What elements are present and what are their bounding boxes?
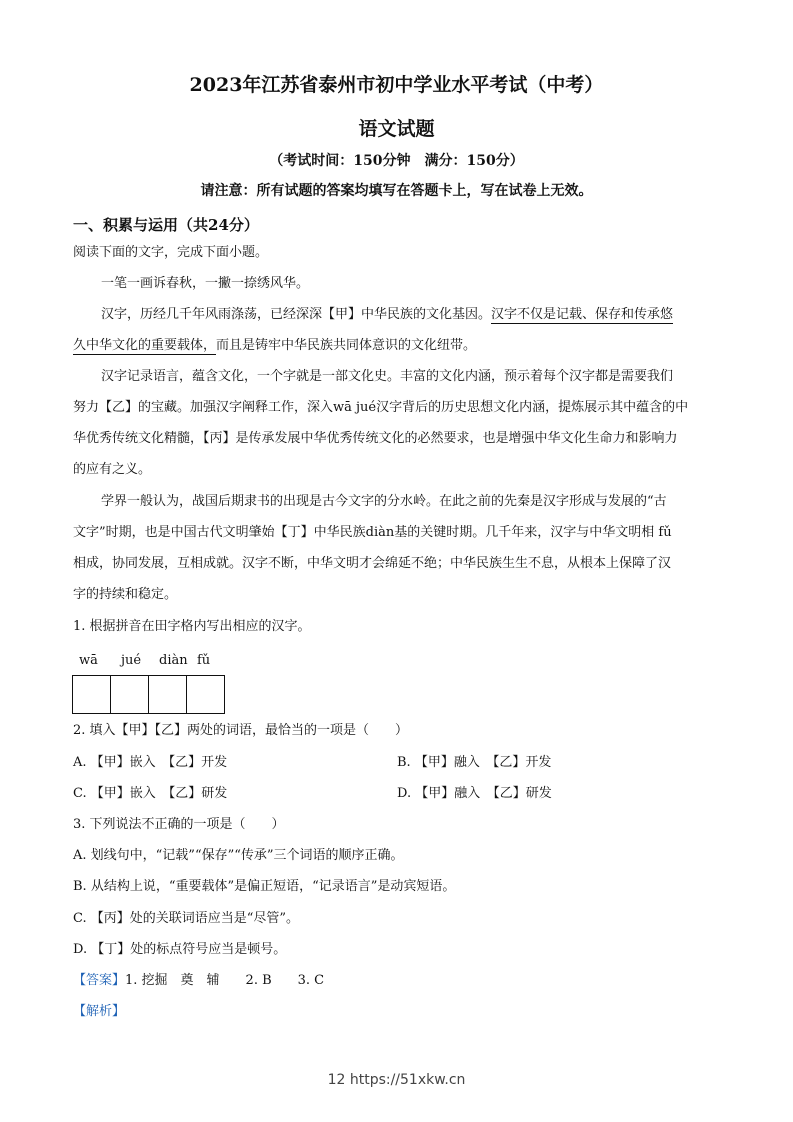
paragraph-2-line-4: 的应有之义。 <box>73 462 152 477</box>
paragraph-3-line-4: 字的持续和稳定。 <box>73 587 178 602</box>
page-footer: 12 https://51xkw.cn <box>327 1072 466 1088</box>
section-intro: 阅读下面的文字，完成下面小题。 <box>73 245 269 260</box>
paragraph-2-line-3: 华优秀传统文化精髓，【丙】是传承发展中华优秀传统文化的必然要求，也是增强中华文化生命力和影响力 <box>73 431 678 446</box>
answer-line <box>73 971 324 991</box>
paragraph-2-line-1: 汉字记录语言，蕴含文化，一个字就是一部文化史。丰富的文化内涵，预示着每个汉字都是需要我们 <box>101 369 674 384</box>
writing-box-2[interactable] <box>110 675 149 714</box>
q3-option-c: C. 【丙】处的关联词语应当是“尽管”。 <box>73 911 300 926</box>
answer-label: 【答案】 <box>73 973 126 988</box>
q2-option-b: B. 【甲】融入 【乙】开发 <box>397 755 552 770</box>
subject-title: 语文试题 <box>358 118 435 140</box>
analysis-label: 【解析】 <box>73 1004 126 1019</box>
answer-text: 1. 挖掘 奠 辅 2. B 3. C <box>125 973 325 988</box>
q3-option-d: D. 【丁】处的标点符号应当是顿号。 <box>73 942 287 957</box>
writing-grid <box>72 675 224 714</box>
pinyin-3: diàn <box>159 653 188 668</box>
section-heading: 一、积累与运用（共24分） <box>73 216 259 234</box>
exam-title: 2023年江苏省泰州市初中学业水平考试（中考） <box>189 74 604 96</box>
pinyin-1: wā <box>79 653 98 668</box>
q2-option-a: A. 【甲】嵌入 【乙】开发 <box>73 755 228 770</box>
writing-box-1[interactable] <box>72 675 111 714</box>
exam-info: （考试时间：150分钟 满分：150分） <box>269 153 524 169</box>
paragraph-2-line-2: 努力【乙】的宝藏。加强汉字阐释工作，深入wā jué汉字背后的历史思想文化内涵，提炼展示其中蕴含的中 <box>73 400 689 415</box>
q2-option-d: D. 【甲】融入 【乙】研发 <box>397 786 552 801</box>
q2-option-c: C. 【甲】嵌入 【乙】研发 <box>73 786 228 801</box>
paragraph-1-text-end: 而且是铸牢中华民族共同体意识的文化纽带。 <box>216 338 477 353</box>
couplet-line: 一笔一画诉春秋，一撇一捺绣风华。 <box>101 276 310 291</box>
paragraph-1-text: 汉字，历经几千年风雨涤荡，已经深深【甲】中华民族的文化基因。 <box>101 307 492 322</box>
underlined-sentence-part-1: 汉字不仅是记载、保存和传承悠 <box>491 307 674 322</box>
question-3-stem: 3. 下列说法不正确的一项是（ ） <box>73 817 285 832</box>
analysis-line <box>73 1002 125 1022</box>
paragraph-1-line-2 <box>73 336 476 356</box>
writing-box-4[interactable] <box>186 675 225 714</box>
paragraph-3-line-2: 文字”时期，也是中国古代文明肇始【丁】中华民族diàn基的关键时期。几千年来，汉字与中华文明相 fǔ <box>73 525 672 540</box>
q3-option-a: A. 划线句中，“记载”“保存”“传承”三个词语的顺序正确。 <box>73 848 404 863</box>
q3-option-b: B. 从结构上说，“重要载体”是偏正短语，“记录语言”是动宾短语。 <box>73 879 456 894</box>
underlined-sentence-part-2: 久中华文化的重要载体， <box>73 338 217 353</box>
question-1-stem: 1. 根据拼音在田字格内写出相应的汉字。 <box>73 619 311 634</box>
pinyin-2: jué <box>121 653 142 668</box>
paragraph-1-line-1 <box>101 305 673 325</box>
paragraph-3-line-3: 相成，协同发展，互相成就。汉字不断，中华文明才会绵延不绝；中华民族生生不息，从根本上保障了汉 <box>73 556 672 571</box>
notice: 请注意：所有试题的答案均填写在答题卡上，写在试卷上无效。 <box>200 183 593 199</box>
question-2-stem: 2. 填入【甲】【乙】两处的词语，最恰当的一项是（ ） <box>73 723 409 738</box>
writing-box-3[interactable] <box>148 675 187 714</box>
paragraph-3-line-1: 学界一般认为，战国后期隶书的出现是古今文字的分水岭。在此之前的先秦是汉字形成与发展的“古 <box>101 494 667 509</box>
pinyin-4: fǔ <box>197 653 211 668</box>
